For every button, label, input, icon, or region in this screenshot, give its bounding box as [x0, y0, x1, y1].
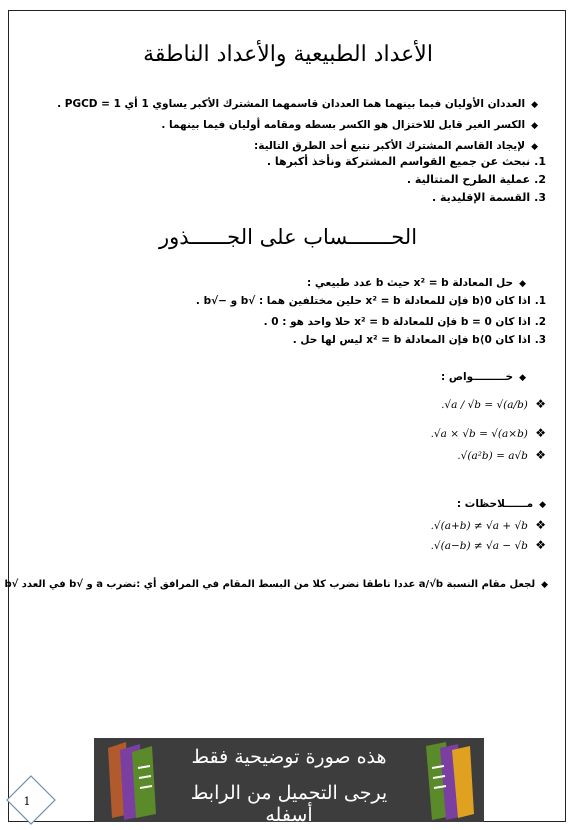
diamond-bullet-icon: ◆: [519, 373, 526, 383]
case-1-number: 1.: [534, 295, 546, 307]
property-1: [441, 397, 546, 412]
diamond-bullet-icon: ◆: [541, 580, 548, 590]
clover-bullet-icon: ❖: [535, 518, 546, 532]
bullet-3: [254, 139, 538, 154]
bullet-3-text: لإيجاد القاسم المشترك الأكبر نتبع أحد الطرق التالية:: [254, 140, 526, 152]
method-1-text: نبحث عن جميع القواسم المشتركة ونأخذ أكبرها .: [266, 155, 531, 168]
diamond-bullet-icon: ◆: [531, 100, 538, 110]
page-number: 1: [23, 795, 31, 808]
method-2-number: 2.: [534, 173, 546, 186]
books-icon: [100, 738, 170, 822]
method-3-text: القسمة الإقليدية .: [431, 191, 531, 204]
properties-heading: [441, 370, 526, 385]
clover-bullet-icon: ❖: [535, 448, 546, 462]
case-3: [293, 333, 546, 347]
note-1: [431, 518, 546, 533]
property-2-formula: .√a × √b = √(a×b): [430, 428, 528, 440]
bullet-2: [161, 118, 538, 133]
method-2-text: عملية الطرح المتتالية .: [406, 173, 531, 186]
case-2-number: 2.: [534, 316, 546, 328]
case-3-text: اذا كان b⟨0 فإن المعادلة x² = b ليس لها حل .: [292, 334, 531, 346]
banner-line-1: هذه صورة توضيحية فقط: [191, 746, 387, 768]
case-3-number: 3.: [534, 334, 546, 346]
clover-bullet-icon: ❖: [535, 397, 546, 411]
case-1: [196, 294, 546, 308]
books-icon: [412, 738, 482, 822]
case-2-text: اذا كان b = 0 فإن للمعادلة x² = b حلا واحد هو : 0 .: [263, 316, 531, 328]
diamond-bullet-icon: ◆: [539, 500, 546, 510]
bullet-1-text: العددان الأوليان فيما بينهما هما العددان قاسمهما المشترك الأكبر يساوي 1 أي PGCD = 1 .: [57, 98, 526, 110]
roots-intro: [307, 276, 526, 291]
properties-title: خـــــــــواص :: [441, 371, 514, 383]
bullet-1: [57, 97, 538, 112]
property-3: [457, 448, 546, 463]
method-1-number: 1.: [534, 155, 546, 168]
clover-bullet-icon: ❖: [535, 426, 546, 440]
note-2: [431, 538, 546, 553]
download-banner[interactable]: [94, 738, 484, 826]
note-2-formula: .√(a−b) ≠ √a − √b: [430, 540, 528, 552]
diamond-bullet-icon: ◆: [531, 121, 538, 131]
banner-line-2: يرجى التحميل من الرابط أسفله: [190, 782, 388, 826]
roots-intro-text: حل المعادلة x² = b حيث b عدد طبيعي :: [307, 277, 514, 289]
diamond-bullet-icon: ◆: [519, 279, 526, 289]
case-1-text: اذا كان b⟩0 فإن للمعادلة x² = b حلين مختلفين هما : √b و −√b .: [195, 295, 531, 307]
property-1-formula: .√a / √b = √(a/b): [441, 399, 528, 411]
section-title-roots: الحـــــــساب على الجــــــذور: [158, 225, 418, 249]
bullet-2-text: الكسر الغير قابل للاختزال هو الكسر بسطه ومقامه أوليان فيما بينهما .: [161, 119, 526, 131]
note-1-formula: .√(a+b) ≠ √a + √b: [430, 520, 528, 532]
case-2: [264, 315, 546, 329]
rationalize-note: [4, 578, 548, 592]
rationalize-text: لجعل مقام النسبة a/√b عددا ناطقا نضرب كلا من البسط المقام في المرافق أي :نضرب a و √b في العدد √b: [4, 579, 536, 590]
clover-bullet-icon: ❖: [535, 538, 546, 552]
property-3-formula: .√(a²b) = a√b: [457, 450, 528, 462]
diamond-bullet-icon: ◆: [531, 142, 538, 152]
property-2: [431, 426, 546, 441]
notes-title: مــــــلاحظات :: [456, 498, 534, 510]
method-3-number: 3.: [534, 191, 546, 204]
section-title-natural-numbers: الأعداد الطبيعية والأعداد الناطقة: [143, 42, 433, 67]
method-2: [407, 173, 546, 187]
method-3: [432, 191, 546, 205]
method-1: [267, 155, 546, 169]
notes-heading: [457, 497, 546, 512]
